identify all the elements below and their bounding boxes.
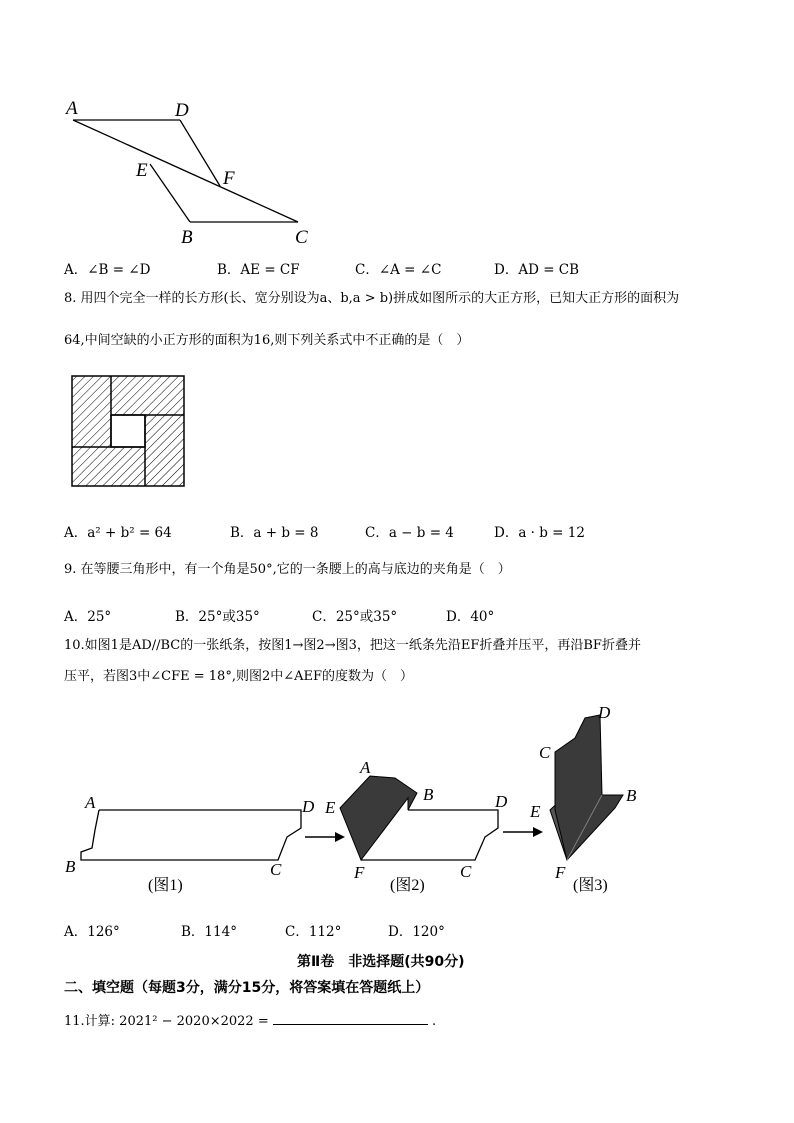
- q10-fig2-label-d: D: [495, 792, 508, 811]
- q11-suffix: .: [432, 1014, 437, 1029]
- q7-option-c: C．∠A = ∠C: [355, 262, 442, 278]
- q10-fig1-label-d: D: [302, 797, 315, 816]
- q10-fig3-label-e: E: [530, 802, 541, 821]
- q10-fig1-label-b: B: [65, 857, 76, 876]
- q10-fig3-label-c: C: [539, 743, 551, 762]
- q10-folding-figures: [55, 700, 655, 900]
- q10-fig1-label-c: C: [270, 860, 282, 879]
- q10-fig3-caption: (图3): [573, 877, 608, 894]
- q10-fig1-label-a: A: [85, 793, 96, 812]
- q8-stem-line1: 8. 用四个完全一样的长方形(长、宽分别设为a、b,a > b)拼成如图所示的大正方形，已知大正方形的面积为: [64, 291, 680, 306]
- q7-option-d: D．AD = CB: [494, 262, 580, 278]
- q9-option-d: D．40°: [446, 609, 495, 625]
- q7-label-a: A: [66, 98, 78, 119]
- q9-option-b: B．25°或35°: [175, 609, 260, 625]
- q11-line: [64, 1010, 436, 1032]
- q10-fig2-label-b: B: [423, 785, 434, 804]
- q8-option-d: D．a · b = 12: [494, 525, 585, 541]
- q7-label-e: E: [136, 160, 148, 181]
- q8-stem-line2: 64,中间空缺的小正方形的面积为16,则下列关系式中不正确的是（ ）: [64, 333, 470, 348]
- q10-fig2-caption: (图2): [390, 877, 425, 894]
- q10-stem-line1: 10.如图1是AD//BC的一张纸条，按图1→图2→图3，把这一纸条先沿EF折叠并压平，再沿BF折叠并: [64, 638, 641, 653]
- q10-option-c: C．112°: [285, 924, 342, 940]
- q7-option-a: A．∠B = ∠D: [64, 262, 151, 278]
- q10-fig2-label-a: A: [360, 758, 371, 777]
- q7-label-c: C: [295, 227, 308, 248]
- q7-line-ac: [73, 120, 298, 222]
- q7-label-f: F: [223, 168, 235, 189]
- q9-stem: 9. 在等腰三角形中，有一个角是50°,它的一条腰上的高与底边的夹角是（ ）: [64, 562, 511, 577]
- q9-option-c: C．25°或35°: [312, 609, 398, 625]
- q10-option-a: A．126°: [64, 924, 120, 940]
- q10-option-b: B．114°: [181, 924, 237, 940]
- q10-fig2-label-f: F: [354, 863, 365, 882]
- q10-fig2-label-e: E: [325, 798, 336, 817]
- q10-stem-line2: 压平，若图3中∠CFE = 18°,则图2中∠AEF的度数为（ ）: [64, 669, 414, 684]
- q10-arrow-2: [503, 827, 543, 837]
- q8-option-a: A．a² + b² = 64: [64, 525, 172, 541]
- q8-option-b: B．a + b = 8: [230, 525, 319, 541]
- q10-fig3: [529, 703, 637, 894]
- q7-line-dfc: [180, 120, 220, 186]
- q7-label-d: D: [175, 100, 189, 121]
- q8-option-c: C．a − b = 4: [365, 525, 454, 541]
- q10-fig2: [324, 758, 508, 894]
- q10-arrow-1: [305, 832, 345, 842]
- q11-prefix: 11.计算: 2021² − 2020×2022 =: [64, 1014, 269, 1029]
- section2-title: 二、填空题（每题3分，满分15分，将答案填在答题纸上）: [64, 980, 430, 996]
- q10-fig1: [65, 793, 315, 894]
- q8-square-figure: [70, 374, 188, 490]
- part2-title: 第Ⅱ卷 非选择题(共90分): [297, 954, 465, 970]
- q10-option-d: D．120°: [388, 924, 445, 940]
- q9-option-a: A．25°: [64, 609, 112, 625]
- q11-answer-blank[interactable]: [273, 1010, 428, 1025]
- q10-fig3-label-f: F: [555, 863, 566, 882]
- q10-fig1-caption: (图1): [148, 877, 183, 894]
- q7-label-b: B: [181, 227, 193, 248]
- q8-inner-square: [111, 415, 145, 447]
- q10-fig3-label-b: B: [626, 786, 637, 805]
- q10-fig2-label-c: C: [460, 862, 472, 881]
- q10-fig3-label-d: D: [598, 703, 611, 722]
- q7-line-eb: [150, 164, 190, 222]
- q7-parallelogram-figure: [55, 92, 335, 252]
- q7-option-b: B．AE = CF: [217, 262, 300, 278]
